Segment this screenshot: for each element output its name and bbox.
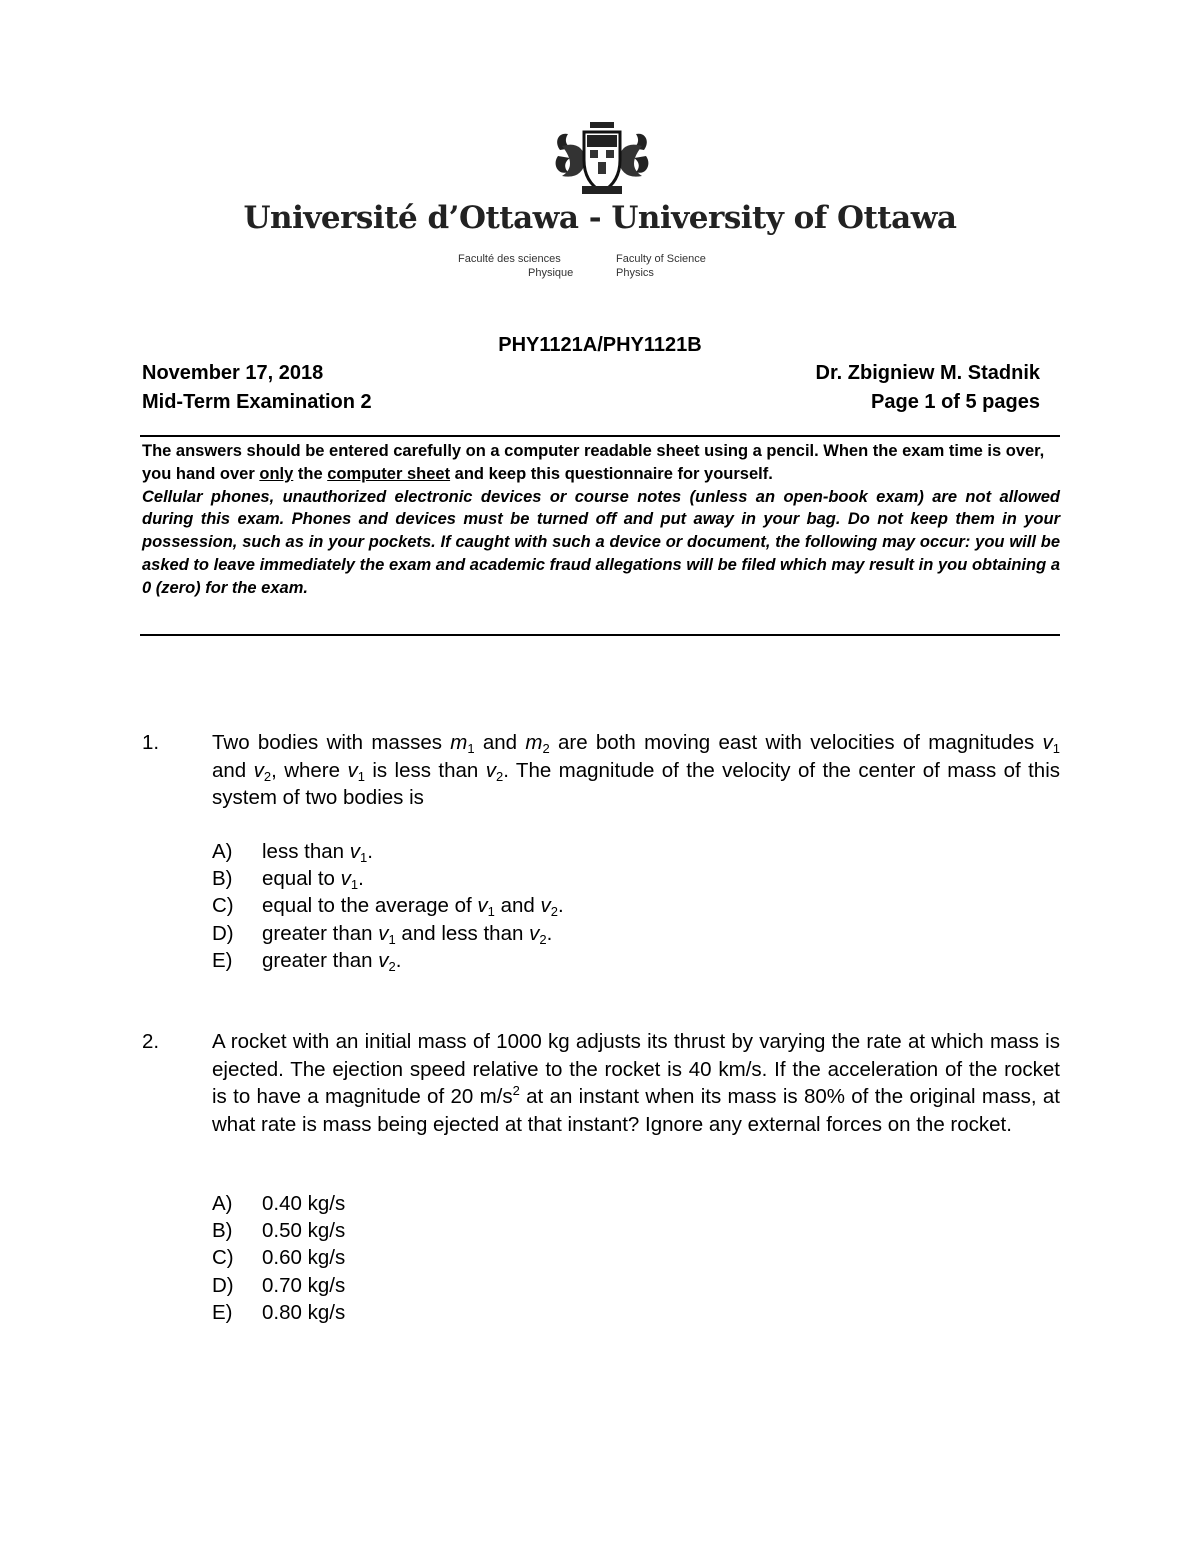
- instructions-paragraph: [142, 440, 1060, 486]
- university-crest-logo: [552, 120, 652, 198]
- faculty-english: [616, 252, 706, 280]
- option-d[interactable]: D) greater than $v_1$ and less than $v_2$.: [212, 921, 553, 947]
- exam-info-right: [816, 359, 1040, 417]
- exam-title: Mid-Term Examination 2: [142, 391, 372, 413]
- option-b[interactable]: B) equal to $v_1$.: [212, 867, 364, 893]
- course-code: PHY1121A/PHY1121B: [498, 334, 702, 356]
- exam-instructions: [142, 440, 1060, 600]
- option-a[interactable]: A) 0.40 kg/s: [212, 1192, 346, 1215]
- exam-info-left: [142, 359, 372, 417]
- emphasis-computer-sheet: computer sheet: [327, 464, 451, 483]
- device-policy-paragraph: Cellular phones, unauthorized electronic devices or course notes (unless an open-book exam) are not allowed during this exam. Phones and devices must be turned off and put away in your bag. Do not keep them in your possession, such as in your pockets. If caught with such a device or document, the following may occur: you will be asked to leave immediately the exam and academic fraud allegations will be filed which may result in you obtaining a 0 (zero) for the exam.: [142, 487, 1060, 597]
- option-e[interactable]: E) greater than $v_2$.: [212, 948, 402, 974]
- university-name: Université d’Ottawa - University of Ottawa: [243, 200, 957, 236]
- option-a[interactable]: A) less than $v_1$.: [212, 840, 373, 865]
- option-c[interactable]: C) equal to the average of $v_1$ and $v_2$.: [212, 894, 564, 920]
- question-text: A rocket with an initial mass of 1000 kg adjusts its thrust by varying the rate at which mass is ejected. The ejection speed relative to the rocket is 40 km/s. If the acceleration of the rocket is to have a magnitude of 20 $m/s^2$ at an instant when its mass is 80% of the original mass, at what rate is mass being ejected at that instant? Ignore any external forces on the rocket.: [212, 1030, 1060, 1136]
- faculty-french: [458, 252, 573, 280]
- faculty-fr-line2: Physique: [528, 267, 574, 279]
- instructions-text: and keep this questionnaire for yourself.: [450, 464, 773, 483]
- option-e[interactable]: E) 0.80 kg/s: [212, 1300, 346, 1324]
- faculty-fr-line1: Faculté des sciences: [458, 253, 561, 265]
- faculty-en-line1: Faculty of Science: [616, 253, 706, 265]
- instructions-text: the: [293, 464, 328, 483]
- divider-top: [140, 435, 1060, 437]
- divider-bottom: [140, 634, 1060, 636]
- instructions-text: The answers should be entered carefully on a computer readable sheet using a pencil. When the exam time is over, you hand over: [142, 442, 1045, 483]
- emphasis-only: only: [259, 464, 294, 483]
- question-number: 1.: [142, 731, 160, 754]
- option-c[interactable]: C) 0.60 kg/s: [212, 1246, 346, 1270]
- question-text: Two bodies with masses $m_1$ and $m_2$ are both moving east with velocities of magnitudes $v_1$ and $v_2$, where $v_1$ is less than $v_2$. The magnitude of the velocity of the center of mass of this system of two bodies is: [212, 731, 1061, 809]
- question-number: 2.: [142, 1030, 160, 1053]
- option-d[interactable]: D) 0.70 kg/s: [212, 1273, 346, 1297]
- answer-options: [212, 838, 564, 974]
- faculty-en-line2: Physics: [616, 267, 654, 279]
- answer-options: [212, 1190, 345, 1326]
- option-b[interactable]: B) 0.50 kg/s: [212, 1219, 346, 1243]
- exam-date: November 17, 2018: [142, 362, 324, 384]
- page-count: Page 1 of 5 pages: [871, 391, 1040, 413]
- instructor-name: Dr. Zbigniew M. Stadnik: [815, 362, 1040, 384]
